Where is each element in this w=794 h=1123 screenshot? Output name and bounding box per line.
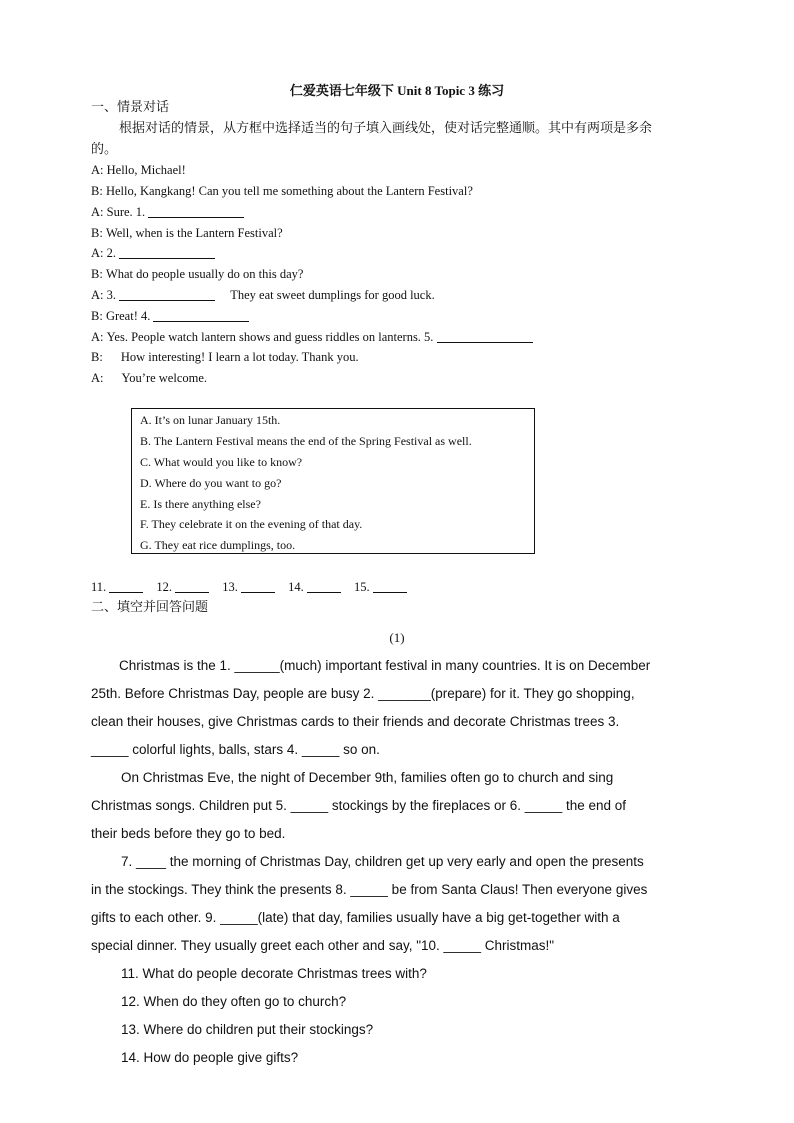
dialogue-line: B: What do people usually do on this day? [91, 267, 304, 281]
answer-field-14[interactable] [307, 580, 341, 593]
option-f: F. They celebrate it on the evening of that day. [140, 517, 363, 531]
answer-field-15[interactable] [373, 580, 407, 593]
passage-line: gifts to each other. 9. _____(late) that day, families usually have a big get-together with a [91, 910, 620, 925]
dialogue-line: B: Hello, Kangkang! Can you tell me something about the Lantern Festival? [91, 184, 473, 198]
section1-heading: 一、情景对话 [91, 99, 170, 114]
question-11: 11. What do people decorate Christmas trees with? [121, 966, 427, 981]
option-g: G. They eat rice dumplings, too. [140, 538, 296, 552]
dialogue-line: A: Sure. 1. [91, 205, 244, 219]
dialogue-line: B: How interesting! I learn a lot today. Thank you. [91, 350, 359, 364]
option-d: D. Where do you want to go? [140, 476, 282, 490]
option-a: A. It’s on lunar January 15th. [140, 413, 281, 427]
passage-line: 25th. Before Christmas Day, people are busy 2. _______(prepare) for it. They go shopping, [91, 686, 635, 701]
passage-line: _____ colorful lights, balls, stars 4. _____ so on. [91, 742, 380, 757]
answer-row: 11. 12. 13. 14. 15. [91, 580, 417, 595]
question-12: 12. When do they often go to church? [121, 994, 347, 1009]
answer-blank-1[interactable] [148, 205, 244, 218]
question-13: 13. Where do children put their stockings? [121, 1022, 374, 1037]
answer-field-13[interactable] [241, 580, 275, 593]
section1-instruction: 根据对话的情景，从方框中选择适当的句子填入画线处，使对话完整通顺。其中有两项是多余 [119, 120, 653, 135]
dialogue-line: A: 2. [91, 246, 215, 260]
passage-line: Christmas is the 1. ______(much) important festival in many countries. It is on December [119, 658, 651, 673]
page-title: 仁爱英语七年级下 Unit 8 Topic 3 练习 [289, 83, 505, 98]
passage-line: Christmas songs. Children put 5. _____ stockings by the fireplaces or 6. _____ the end of [91, 798, 627, 813]
dialogue-line: A: 3. They eat sweet dumplings for good luck. [91, 288, 435, 302]
option-c: C. What would you like to know? [140, 455, 303, 469]
answer-field-11[interactable] [109, 580, 143, 593]
dialogue-line: A: You’re welcome. [91, 371, 208, 385]
options-box [131, 408, 535, 554]
dialogue-line: B: Well, when is the Lantern Festival? [91, 226, 283, 240]
passage-number: (1) [389, 630, 405, 645]
option-b: B. The Lantern Festival means the end of the Spring Festival as well. [140, 434, 472, 448]
answer-field-12[interactable] [175, 580, 209, 593]
passage-line: their beds before they go to bed. [91, 826, 286, 841]
passage-line: special dinner. They usually greet each other and say, "10. _____ Christmas!" [91, 938, 555, 953]
passage-line: 7. ____ the morning of Christmas Day, children get up very early and open the presents [121, 854, 644, 869]
answer-blank-3[interactable] [119, 288, 215, 301]
section1-instruction-cont: 的。 [91, 141, 118, 156]
dialogue-line: B: Great! 4. [91, 309, 249, 323]
section2-heading: 二、填空并回答问题 [91, 599, 209, 614]
dialogue-line: A: Yes. People watch lantern shows and guess riddles on lanterns. 5. [91, 330, 533, 344]
passage-line: clean their houses, give Christmas cards to their friends and decorate Christmas trees 3. [91, 714, 620, 729]
passage-line: On Christmas Eve, the night of December 9th, families often go to church and sing [121, 770, 614, 785]
passage-line: in the stockings. They think the presents 8. _____ be from Santa Claus! Then everyone gives [91, 882, 648, 897]
option-e: E. Is there anything else? [140, 497, 261, 511]
answer-blank-2[interactable] [119, 246, 215, 259]
answer-blank-4[interactable] [153, 309, 249, 322]
answer-blank-5[interactable] [437, 330, 533, 343]
dialogue-line: A: Hello, Michael! [91, 163, 186, 177]
question-14: 14. How do people give gifts? [121, 1050, 299, 1065]
